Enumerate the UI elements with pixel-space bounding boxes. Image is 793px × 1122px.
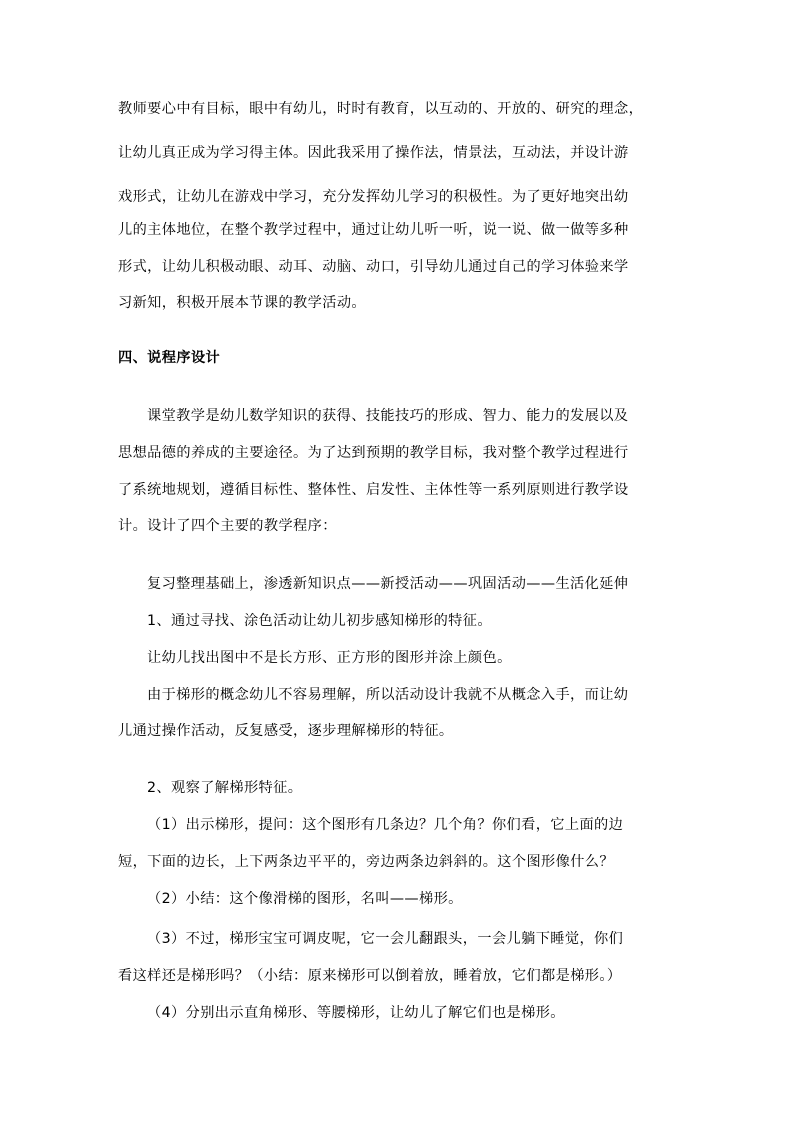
section-heading: 四、说程序设计 (118, 350, 221, 366)
list-item: 看这样还是梯形吗？（小结：原来梯形可以倒着放，睡着放，它们都是梯形。） (118, 968, 622, 984)
list-item: 短，下面的边长，上下两条边平平的，旁边两条边斜斜的。这个图形像什么？ (118, 854, 614, 870)
list-item: （4）分别出示直角梯形、等腰梯形，让幼儿了解它们也是梯形。 (147, 1005, 565, 1021)
step-task: 让幼儿找出图中不是长方形、正方形的图形并涂上颜色。 (147, 650, 512, 666)
procedure-flow: 复习整理基础上，渗透新知识点——新授活动——巩固活动——生活化延伸 (147, 576, 629, 592)
paragraph-line: 计。设计了四个主要的教学程序： (118, 518, 337, 534)
paragraph-line: 由于梯形的概念幼儿不容易理解，所以活动设计我就不从概念入手，而让幼 (147, 687, 629, 703)
list-item: （3）不过，梯形宝宝可调皮呢，它一会儿翻跟头，一会儿躺下睡觉，你们 (147, 931, 624, 947)
paragraph-line: 让幼儿真正成为学习得主体。因此我采用了操作法，情景法，互动法，并设计游 (118, 145, 629, 161)
paragraph-line: 形式，让幼儿积极动眼、动耳、动脑、动口，引导幼儿通过自己的学习体验来学 (118, 259, 629, 275)
paragraph-line: 教师要心中有目标，眼中有幼儿，时时有教育，以互动的、开放的、研究的理念， (118, 101, 644, 117)
list-item: （1）出示梯形，提问：这个图形有几条边？几个角？你们看，它上面的边 (147, 817, 624, 833)
paragraph-line: 课堂教学是幼儿数学知识的获得、技能技巧的形成、智力、能力的发展以及 (147, 408, 629, 424)
step-title: 2、观察了解梯形特征。 (147, 780, 303, 796)
paragraph-line: 思想品德的养成的主要途径。为了达到预期的教学目标，我对整个教学过程进行 (118, 445, 629, 461)
list-item: （2）小结：这个像滑梯的图形，名叫——梯形。 (147, 891, 463, 907)
paragraph-line: 了系统地规划，遵循目标性、整体性、启发性、主体性等一系列原则进行教学设 (118, 482, 629, 498)
paragraph-line: 戏形式，让幼儿在游戏中学习，充分发挥幼儿学习的积极性。为了更好地突出幼 (118, 189, 629, 205)
paragraph-line: 儿的主体地位，在整个教学过程中，通过让幼儿听一听，说一说、做一做等多种 (118, 222, 629, 238)
step-title: 1、通过寻找、涂色活动让幼儿初步感知梯形的特征。 (147, 613, 492, 629)
paragraph-line: 习新知，积极开展本节课的教学活动。 (118, 295, 366, 311)
paragraph-line: 儿通过操作活动，反复感受，逐步理解梯形的特征。 (118, 723, 454, 739)
